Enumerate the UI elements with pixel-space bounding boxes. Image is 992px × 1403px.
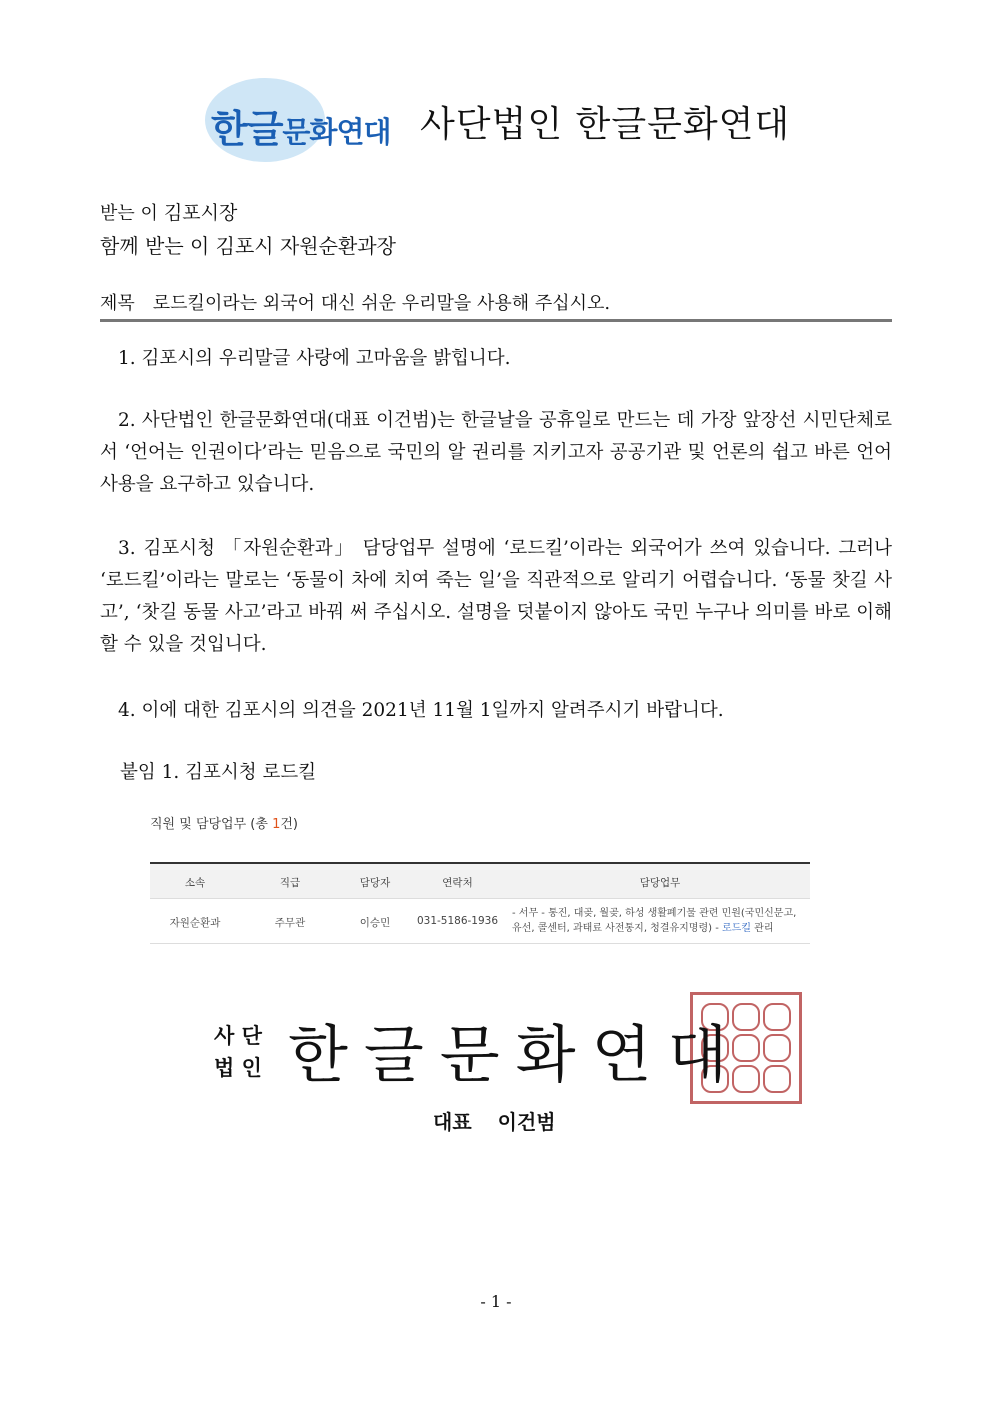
subject-line: [100, 289, 610, 315]
signature-org-name: 한글문화연대: [288, 1018, 744, 1091]
duty-text-end: 관리: [750, 923, 774, 934]
table-caption: [150, 813, 298, 832]
org-title: 사단법인 한글문화연대: [420, 104, 791, 145]
attachment-line: 붙임 1. 김포시청 로드킬: [120, 762, 317, 783]
caption-post: 건): [280, 817, 298, 832]
header-dept: 소속: [184, 877, 206, 889]
cell-dept: 자원순환과: [169, 917, 221, 929]
cell-phone: 031-5186-1936: [416, 915, 499, 927]
signature-prefix-line-1: 사 단: [214, 1023, 262, 1048]
caption-pre: 직원 및 담당업무 (총: [150, 817, 273, 832]
recipient-label: 받는 이: [100, 203, 158, 224]
table-header: [150, 864, 810, 899]
duty-highlight: 로드킬: [722, 923, 751, 934]
subject-label: 제목: [100, 293, 135, 314]
representative-name: 이건범: [497, 1110, 556, 1134]
attached-table-screenshot: [150, 808, 810, 948]
representative-line: [433, 1106, 556, 1135]
paragraph-2: 2. 사단법인 한글문화연대(대표 이건범)는 한글날을 공휴일로 만드는 데 가장 앞장선 시민단체로서 ‘언어는 인권이다’라는 믿음으로 국민의 알 권리를 지키고자 공공기관 및 언론의 쉽고 바른 언어 사용을 요구하고 있습니다.: [100, 410, 892, 495]
caption-count: 1: [272, 817, 281, 832]
logo-text-rest: 문화연대: [282, 115, 391, 149]
header-phone: 연락처: [442, 877, 473, 889]
cell-duty: [512, 906, 808, 936]
recipient-name: 김포시장: [163, 202, 238, 224]
paragraph-1: 1. 김포시의 우리말글 사랑에 고마움을 밝힙니다.: [118, 348, 511, 369]
cc-line: 함께 받는 이 김포시 자원순환과장: [100, 234, 396, 258]
duty-text: - 서무 - 통진, 대곶, 월곶, 하성 생활폐기물 관련 민원(국민신문고, 유선, 콜센터, 과태료 사전통지, 청결유지명령) -: [512, 908, 797, 934]
subject-text: 로드킬이라는 외국어 대신 쉬운 우리말을 사용해 주십시오.: [152, 293, 611, 314]
logo-text-main: 한글: [211, 107, 283, 151]
header-duty: 담당업무: [639, 877, 681, 889]
paragraph-4: 4. 이에 대한 김포시의 의견을 2021년 11월 1일까지 알려주시기 바랍니다.: [118, 700, 724, 721]
table-row: [150, 899, 810, 944]
recipient-line: [100, 198, 237, 225]
signature-prefix: [208, 1020, 268, 1084]
cell-rank: 주무관: [274, 917, 306, 929]
header-name: 담당자: [359, 877, 391, 889]
cell-name: 이승민: [359, 917, 391, 929]
representative-label: 대표: [433, 1110, 472, 1134]
header-rank: 직급: [279, 877, 301, 889]
logo-text: [211, 98, 390, 153]
subject-divider: [100, 319, 892, 322]
page-number: - 1 -: [480, 1292, 512, 1311]
paragraph-3: 3. 김포시청 「자원순환과」 담당업무 설명에 ‘로드킬’이라는 외국어가 쓰여 있습니다. 그러나 ‘로드킬’이라는 말로는 ‘동물이 차에 치여 죽는 일’을 직관적으로 알리기 어렵습니다. ‘동물 찻길 사고’, ‘찻길 동물 사고’라고 바꿔 써 주십시오. 설명을 덧붙이지 않아도 국민 누구나 의미를 바로 이해할 수 있을 것입니다.: [100, 538, 892, 655]
signature-prefix-line-2: 법 인: [214, 1055, 262, 1080]
org-logo: [205, 78, 405, 162]
